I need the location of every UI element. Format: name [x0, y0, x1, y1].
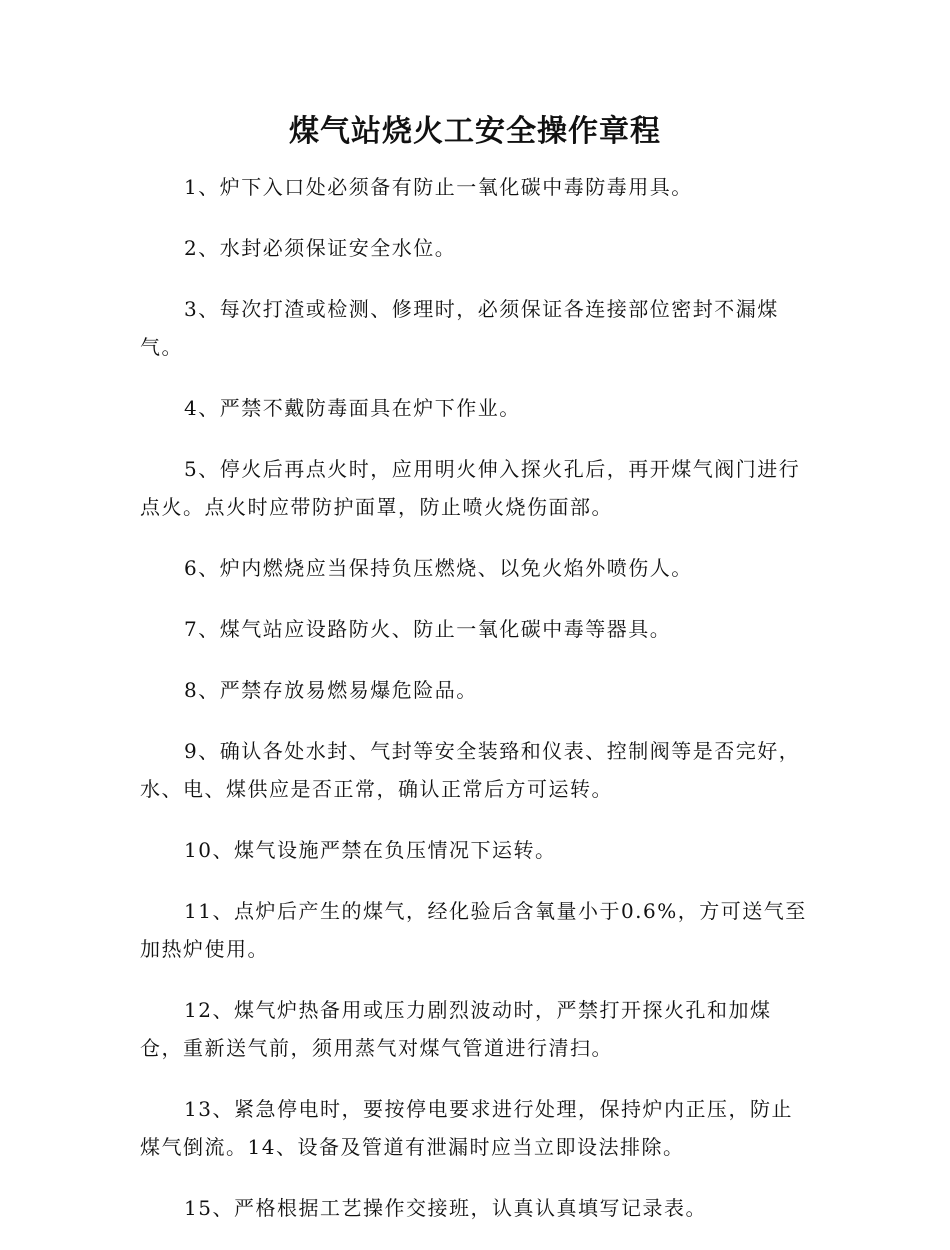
document-body	[140, 168, 810, 1250]
paragraph-12: 12、煤气炉热备用或压力剧烈波动时，严禁打开探火孔和加煤仓，重新送气前，须用蒸气对煤气管道进行清扫。	[140, 998, 772, 1060]
paragraph-5: 5、停火后再点火时，应用明火伸入探火孔后，再开煤气阀门进行点火。点火时应带防护面罩，防止喷火烧伤面部。	[140, 457, 801, 519]
paragraph-9: 9、确认各处水封、气封等安全装臵和仪表、控制阀等是否完好，水、电、煤供应是否正常，确认正常后方可运转。	[140, 739, 801, 801]
paragraph-4: 4、严禁不戴防毒面具在炉下作业。	[184, 396, 521, 420]
paragraph-3: 3、每次打渣或检测、修理时，必须保证各连接部位密封不漏煤气。	[140, 297, 779, 359]
paragraph-8: 8、严禁存放易燃易爆危险品。	[184, 678, 478, 702]
document-title: 煤气站烧火工安全操作章程	[289, 114, 661, 149]
paragraph-2: 2、水封必须保证安全水位。	[184, 236, 457, 260]
paragraph-13: 13、紧急停电时，要按停电要求进行处理，保持炉内正压，防止煤气倒流。14、设备及管道有泄漏时应当立即设法排除。	[140, 1097, 793, 1159]
paragraph-10: 10、煤气设施严禁在负压情况下运转。	[184, 838, 557, 862]
paragraph-11: 11、点炉后产生的煤气，经化验后含氧量小于0.6%，方可送气至加热炉使用。	[140, 899, 807, 961]
paragraph-6: 6、炉内燃烧应当保持负压燃烧、以免火焰外喷伤人。	[184, 556, 693, 580]
paragraph-7: 7、煤气站应设路防火、防止一氧化碳中毒等器具。	[184, 617, 672, 641]
paragraph-15: 15、严格根据工艺操作交接班，认真认真填写记录表。	[184, 1196, 707, 1220]
paragraph-1: 1、炉下入口处必须备有防止一氧化碳中毒防毒用具。	[184, 175, 693, 199]
